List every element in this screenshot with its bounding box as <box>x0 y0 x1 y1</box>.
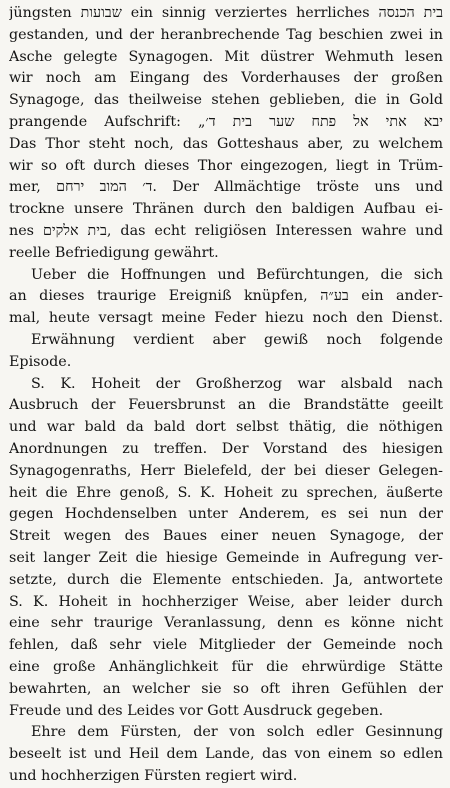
text-line: heit die Ehre genoß, S. K. Hoheit zu sprechen, äußerte <box>9 484 443 501</box>
text-line: an dieses traurige Ereigniß knüpfen, בע״ה ein ander- <box>9 288 443 305</box>
text-line: eine große Anhänglichkeit für die ehrwürdige Stätte <box>9 658 443 675</box>
text-line: seit langer Zeit die hiesige Gemeinde in Aufregung ver- <box>9 549 443 566</box>
text-line: Asche gelegte Synagogen. Mit düstrer Wehmuth lesen <box>9 48 443 65</box>
text-line: mer, ד׳ המוב ירחם. Der Allmächtige tröste uns und <box>9 179 443 196</box>
text-line: Episode. <box>9 353 72 370</box>
text-line: prangende Aufschrift: „יבא אתי אל פתח שער בית ד׳ <box>9 113 443 130</box>
text-line: Anordnungen zu treffen. Der Vorstand des hiesigen <box>9 440 443 457</box>
text-line: trockne unsere Thränen durch den baldigen Aufbau ei- <box>9 201 443 218</box>
text-line: bewahrten, an welcher sie so oft ihren Gefühlen der <box>9 680 443 697</box>
text-line: Synagoge, das theilweise stehen geblieben, die in Gold <box>9 92 443 109</box>
text-line: und hochherzigen Fürsten regiert wird. <box>9 767 298 784</box>
text-line: beseelt ist und Heil dem Lande, das von einem so edlen <box>9 746 443 763</box>
text-line: nes בית אלקים, das echt religiösen Interessen wahre und <box>9 222 443 239</box>
text-line: fehlen, daß sehr viele Mitglieder der Gemeinde noch <box>9 637 443 654</box>
text-line: gegen Hochdenselben unter Anderem, es sei nun der <box>9 506 443 523</box>
text-line: Ausbruch der Feuersbrunst an die Brandstätte geeilt <box>9 397 443 414</box>
text-line: Freude und des Leides vor Gott Ausdruck gegeben. <box>9 702 384 719</box>
text-line: reelle Befriedigung gewährt. <box>9 244 219 261</box>
text-line: Ueber die Hoffnungen und Befürchtungen, die sich <box>31 266 443 283</box>
text-line: Synagogenraths, Herr Bielefeld, der bei dieser Gelegen- <box>9 462 443 479</box>
text-line: und war bald da bald dort selbst thätig, die nöthigen <box>9 419 443 436</box>
text-line: jüngsten שבועות ein sinnig verziertes herrliches בית הכנסה <box>9 5 443 21</box>
text-line: mal, heute versagt meine Feder hiezu noch den Dienst. <box>9 310 443 327</box>
text-line: eine sehr traurige Veranlassung, denn es könne nicht <box>9 615 443 632</box>
text-line: Erwähnung verdient aber gewiß noch folgende <box>31 331 443 348</box>
text-line: S. K. Hoheit in hochherziger Weise, aber leider durch <box>9 593 443 610</box>
text-line: setzte, durch die Elemente entschieden. Ja, antwortete <box>9 571 443 588</box>
text-line: Streit wegen des Baues einer neuen Synagoge, der <box>9 528 443 545</box>
text-line: wir noch am Eingang des Vorderhauses der großen <box>9 70 443 87</box>
text-line: Das Thor steht noch, das Gotteshaus aber, zu welchem <box>9 135 443 152</box>
text-line: Ehre dem Fürsten, der von solch edler Gesinnung <box>31 724 443 741</box>
text-line: S. K. Hoheit der Großherzog war alsbald nach <box>31 375 443 392</box>
text-line: gestanden, und der heranbrechende Tag beschien zwei in <box>9 26 443 43</box>
text-line: wir so oft durch dieses Thor eingezogen, liegt in Trüm- <box>9 157 443 174</box>
